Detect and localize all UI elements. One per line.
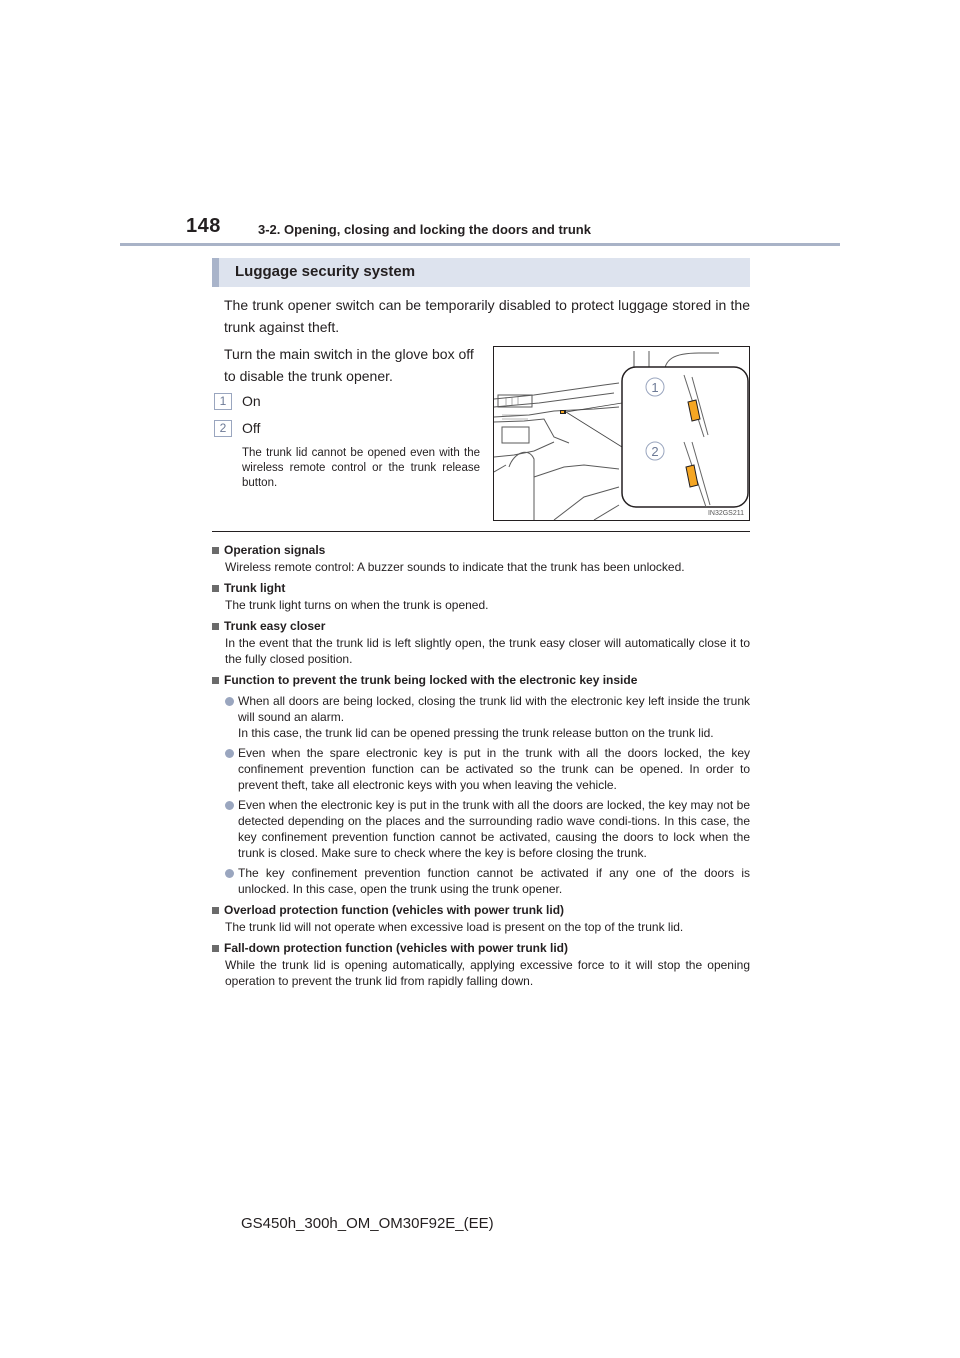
glove-box-figure <box>493 346 750 521</box>
circle-bullet-icon <box>225 749 234 758</box>
off-note: The trunk lid cannot be opened even with the wireless remote control or the trunk release button. <box>242 447 480 489</box>
topic-fall-down-protection <box>212 940 750 989</box>
topic-title: Overload protection function (vehicles with power trunk lid) <box>224 903 565 917</box>
topic-trunk-easy-closer <box>212 618 750 667</box>
figure-code: IN32GS211 <box>707 510 744 517</box>
callout-number-2: 2 <box>214 420 232 437</box>
header-rule <box>120 243 840 246</box>
topic-operation-signals <box>212 542 750 575</box>
callout-number-1: 1 <box>214 393 232 410</box>
topic-title: Trunk easy closer <box>224 619 326 633</box>
list-item <box>212 693 750 741</box>
topic-heading <box>212 902 750 919</box>
topic-body: The trunk light turns on when the trunk is opened. <box>225 598 489 612</box>
topic-title: Function to prevent the trunk being locked with the electronic key inside <box>224 673 638 687</box>
topic-heading <box>212 580 750 597</box>
topic-body: The trunk lid will not operate when excessive load is present on the top of the trunk lid. <box>225 920 684 934</box>
subsection-title: Luggage security system <box>235 263 416 280</box>
topic-title: Operation signals <box>224 543 326 557</box>
bullet-text: Even when the spare electronic key is put in the trunk with all the doors locked, the key confinement prevention function can be activated so the trunk can be opened. In order to prevent theft, take all electronic keys with you when leaving the vehicle. <box>238 746 750 792</box>
subsection-heading <box>212 258 750 287</box>
square-bullet-icon <box>212 945 219 952</box>
bullet-text: The key confinement prevention function cannot be activated if any one of the doors is unlocked. In this case, open the trunk using the trunk opener. <box>238 866 750 896</box>
topic-body: In the event that the trunk lid is left slightly open, the trunk easy closer will automatically close it to the fully closed position. <box>225 636 750 666</box>
section-title: 3-2. Opening, closing and locking the doors and trunk <box>258 222 591 237</box>
topic-heading <box>212 618 750 635</box>
callout-label-off: Off <box>242 420 261 436</box>
page-number: 148 <box>186 215 221 237</box>
figure-callout-2: 2 <box>651 444 659 459</box>
topic-trunk-light <box>212 580 750 613</box>
bullet-text: Even when the electronic key is put in the trunk with all the doors are locked, the key may not be detected depending on the places and the surrounding radio wave condi-tions. In this case, the key confinement prevention function cannot be activated, causing the doors to lock when the trunk is closed. Make sure to check where the key is before closing the trunk. <box>238 798 750 860</box>
topic-title: Fall-down protection function (vehicles with power trunk lid) <box>224 941 569 955</box>
bullet-text: In this case, the trunk lid can be opened pressing the trunk release button on the trunk lid. <box>238 726 714 740</box>
topic-heading <box>212 940 750 957</box>
bullet-text: When all doors are being locked, closing the trunk lid with the electronic key left inside the trunk will sound an alarm. <box>238 694 750 724</box>
figure-callout-1: 1 <box>651 380 659 395</box>
topic-key-inside <box>212 672 750 897</box>
square-bullet-icon <box>212 677 219 684</box>
topic-heading <box>212 542 750 559</box>
list-item <box>212 745 750 793</box>
topic-body: While the trunk lid is opening automatically, applying excessive force to it will stop the opening operation to prevent the trunk lid from rapidly falling down. <box>225 958 750 988</box>
topic-overload-protection <box>212 902 750 935</box>
circle-bullet-icon <box>225 801 234 810</box>
section-divider <box>212 531 750 532</box>
square-bullet-icon <box>212 623 219 630</box>
intro-paragraph: The trunk opener switch can be temporarily disabled to protect luggage stored in the trunk against theft. <box>224 297 750 335</box>
square-bullet-icon <box>212 907 219 914</box>
callout-label-on: On <box>242 393 261 409</box>
notes-section <box>212 542 750 994</box>
list-item <box>212 865 750 897</box>
circle-bullet-icon <box>225 869 234 878</box>
circle-bullet-icon <box>225 697 234 706</box>
list-item <box>212 797 750 861</box>
footer-doc-code: GS450h_300h_OM_OM30F92E_(EE) <box>241 1215 494 1232</box>
topic-body: Wireless remote control: A buzzer sounds to indicate that the trunk has been unlocked. <box>225 560 685 574</box>
square-bullet-icon <box>212 547 219 554</box>
square-bullet-icon <box>212 585 219 592</box>
topic-heading <box>212 672 750 689</box>
topic-title: Trunk light <box>224 581 286 595</box>
glove-box-illustration <box>494 347 749 520</box>
instruction-paragraph: Turn the main switch in the glove box off to disable the trunk opener. <box>224 346 474 384</box>
